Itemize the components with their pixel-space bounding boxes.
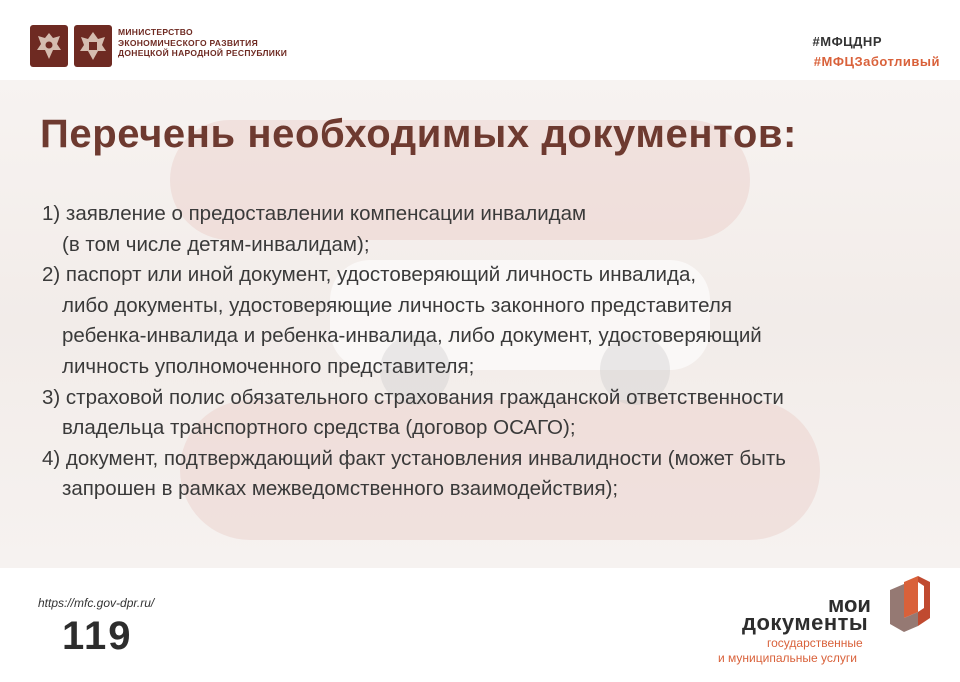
list-item-line: либо документы, удостоверяющие личность законного представителя (62, 293, 732, 317)
logo-subtitle-line: государственные (767, 636, 863, 650)
logo-text-documents: документы (742, 610, 869, 635)
page-title: Перечень необходимых документов: (40, 112, 797, 156)
documents-list (42, 199, 932, 505)
logo-subtitle-line: и муниципальные услуги (718, 651, 857, 665)
list-item-line: ребенка-инвалида и ребенка-инвалида, либо документ, удостоверяющий (62, 324, 762, 348)
list-item-line: владельца транспортного средства (договор ОСАГО); (62, 416, 576, 440)
russia-coat-of-arms-icon (30, 25, 68, 67)
list-item-line: 2) паспорт или иной документ, удостоверяющий личность инвалида, (42, 263, 697, 287)
ministry-line: МИНИСТЕРСТВО (118, 27, 193, 37)
hashtag-mfc-caring: #МФЦЗаботливый (813, 54, 940, 69)
ministry-name (118, 27, 287, 59)
footer (0, 568, 960, 682)
ministry-line: ДОНЕЦКОЙ НАРОДНОЙ РЕСПУБЛИКИ (118, 48, 288, 58)
list-item-line: 1) заявление о предоставлении компенсации инвалидам (42, 202, 587, 225)
page-number: 119 (62, 614, 133, 658)
moi-dokumenty-logo-icon (884, 572, 934, 634)
ministry-line: ЭКОНОМИЧЕСКОГО РАЗВИТИЯ (118, 37, 258, 48)
list-item-line: (в том числе детям-инвалидам); (62, 232, 370, 256)
list-item-line: 4) документ, подтверждающий факт установления инвалидности (может быть (42, 446, 786, 470)
list-item-line: 3) страховой полис обязательного страхования гражданской ответственности (42, 385, 784, 409)
website-url: https://mfc.gov-dpr.ru/ (38, 596, 155, 610)
header (0, 0, 960, 80)
list-item-line: запрошен в рамках межведомственного взаимодействия); (62, 477, 619, 501)
logo-text-moi: мои (828, 592, 871, 617)
dpr-coat-of-arms-icon (74, 25, 112, 67)
hashtag-mfc-dnr: #МФЦДНР (812, 34, 882, 49)
list-item-line: личность уполномоченного представителя; (62, 354, 475, 378)
